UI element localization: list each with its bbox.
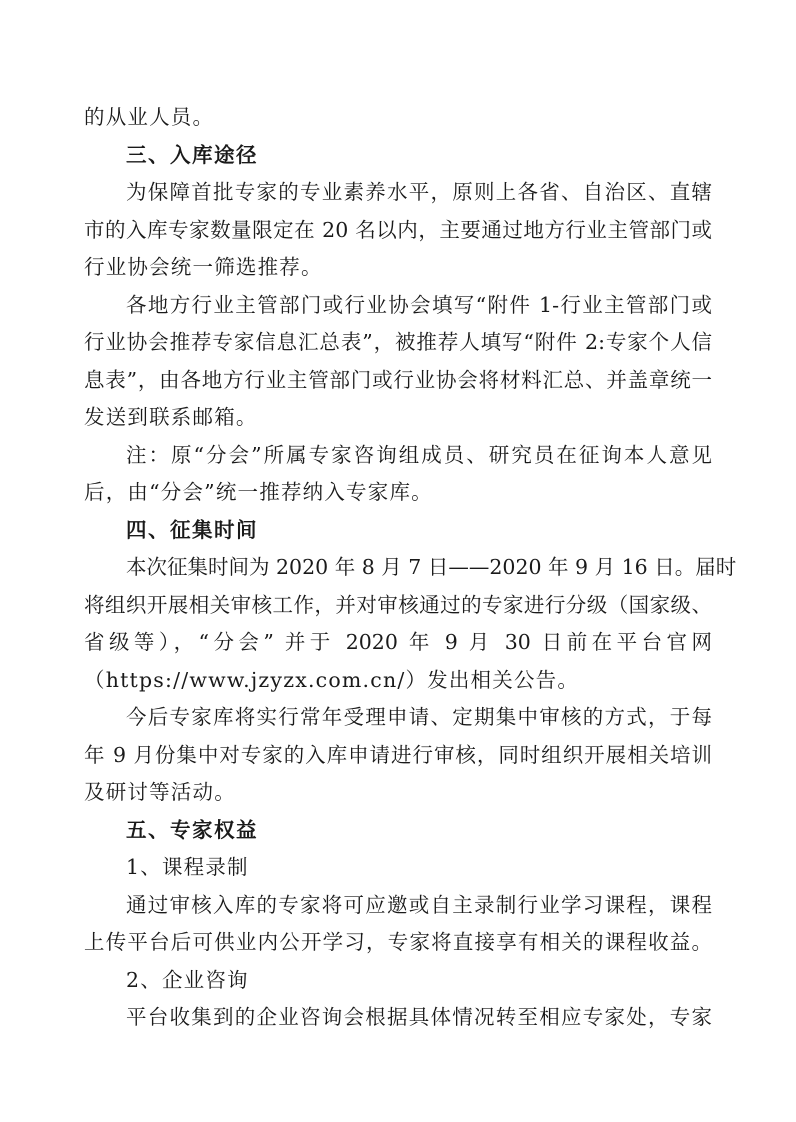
subheading-course-recording: 1、课程录制 (126, 855, 249, 879)
subheading-enterprise-consulting: 2、企业咨询 (126, 968, 249, 992)
paragraph-line: 行业协会统一筛选推荐。 (84, 255, 323, 279)
paragraph-line: 今后专家库将实行常年受理申请、定期集中审核的方式，于每 (126, 705, 712, 729)
note-line: 注：原“分会”所属专家咨询组成员、研究员在征询本人意见 (126, 443, 712, 467)
paragraph-line: 上传平台后可供业内公开学习，专家将直接享有相关的课程收益。 (84, 930, 712, 954)
paragraph-line: 各地方行业主管部门或行业协会填写“附件 1-行业主管部门或 (126, 293, 712, 317)
note-line: 后，由“分会”统一推荐纳入专家库。 (84, 480, 433, 504)
paragraph-line: 为保障首批专家的专业素养水平，原则上各省、自治区、直辖 (126, 180, 712, 204)
section-heading-5: 五、专家权益 (126, 818, 258, 842)
paragraph-line: 本次征集时间为 2020 年 8 月 7 日——2020 年 9 月 16 日。届时 (126, 555, 737, 579)
paragraph-continuation: 的从业人员。 (84, 105, 215, 129)
paragraph-line: 通过审核入库的专家将可应邀或自主录制行业学习课程，课程 (126, 893, 712, 917)
paragraph-line: 市的入库专家数量限定在 20 名以内，主要通过地方行业主管部门或 (84, 218, 712, 242)
paragraph-line: 发送到联系邮箱。 (84, 405, 258, 429)
paragraph-line: 将组织开展相关审核工作，并对审核通过的专家进行分级（国家级、 (84, 593, 712, 617)
paragraph-line: 省级等），“分会” 并于 2020 年 9 月 30 日前在平台官网 (84, 630, 712, 654)
paragraph-line: （https://www.jzyzx.com.cn/）发出相关公告。 (84, 668, 580, 692)
paragraph-line: 年 9 月份集中对专家的入库申请进行审核，同时组织开展相关培训 (84, 743, 712, 767)
paragraph-line: 平台收集到的企业咨询会根据具体情况转至相应专家处，专家 (126, 1005, 712, 1029)
paragraph-line: 及研讨等活动。 (84, 780, 236, 804)
section-heading-4: 四、征集时间 (126, 518, 258, 542)
paragraph-line: 息表”，由各地方行业主管部门或行业协会将材料汇总、并盖章统一 (84, 368, 712, 392)
section-heading-3: 三、入库途径 (126, 143, 258, 167)
paragraph-line: 行业协会推荐专家信息汇总表”，被推荐人填写“附件 2:专家个人信 (84, 330, 712, 354)
